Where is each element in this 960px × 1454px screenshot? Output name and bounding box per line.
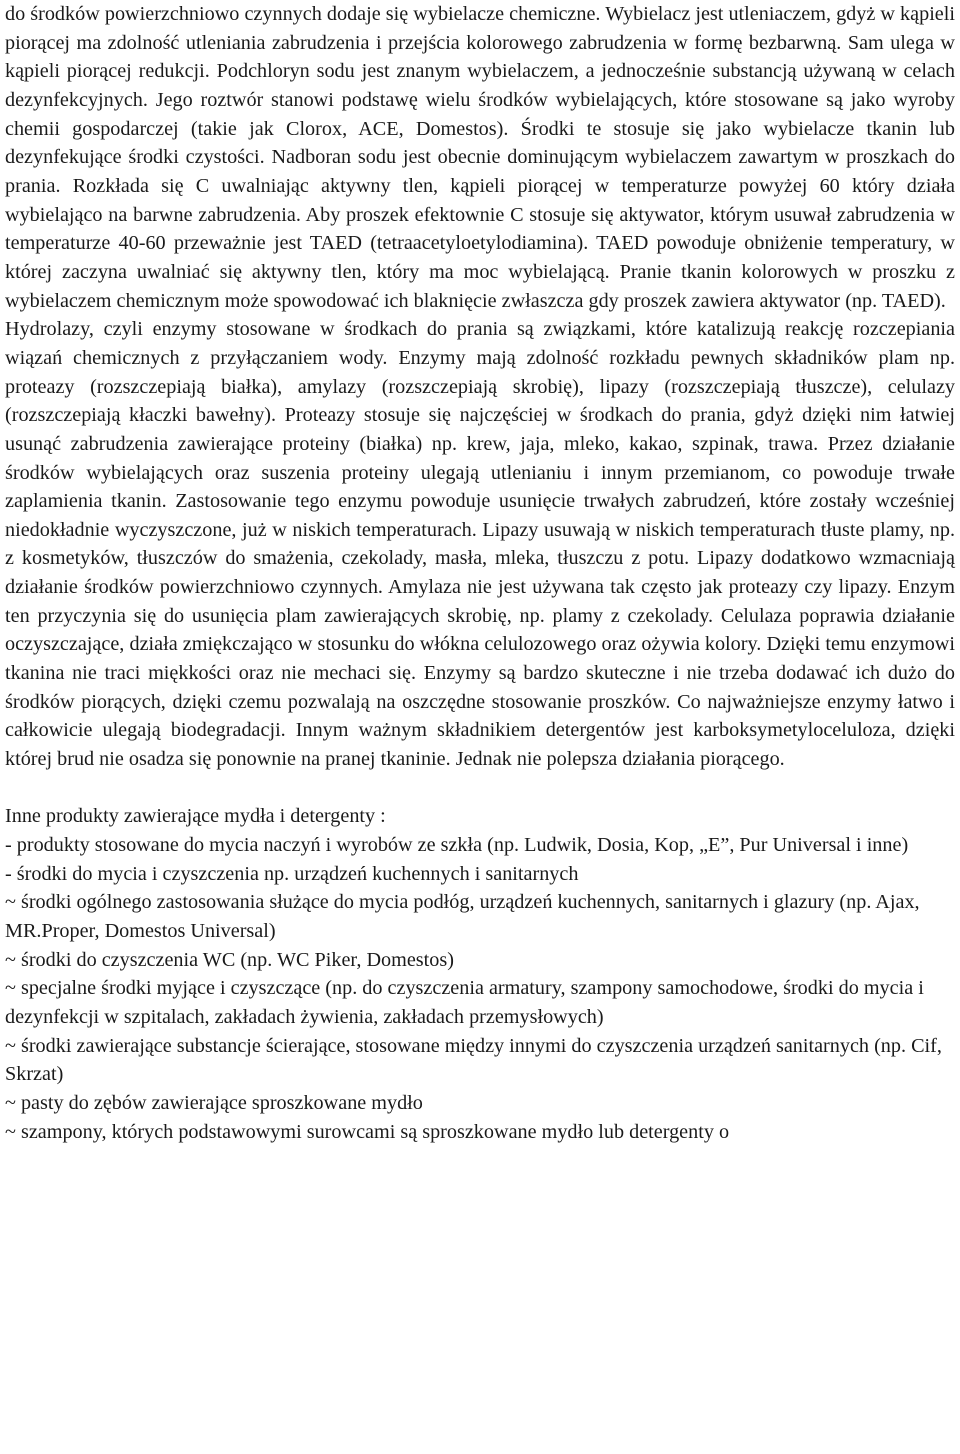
list-item: ~ środki ogólnego zastosowania służące do mycia podłóg, urządzeń kuchennych, sanitarnych i glazury (np. Ajax, MR.Proper, Domestos Universal)	[5, 891, 920, 942]
list-item: ~ specjalne środki myjące i czyszczące (np. do czyszczenia armatury, szampony samochodowe, środki do mycia i dezynfekcji w szpitalach, zakładach żywienia, zakładach przemysłowych)	[5, 977, 924, 1028]
list-item: - produkty stosowane do mycia naczyń i wyrobów ze szkła (np. Ludwik, Dosia, Kop, „E”, Pur Universal i inne)	[5, 834, 909, 857]
paragraph-spacer	[5, 774, 955, 803]
list-item: - środki do mycia i czyszczenia np. urządzeń kuchennych i sanitarnych	[5, 862, 579, 885]
list-item: ~ środki do czyszczenia WC (np. WC Piker, Domestos)	[5, 948, 454, 971]
section-title: Inne produkty zawierające mydła i detergenty :	[5, 805, 386, 828]
paragraph-enzymes: Hydrolazy, czyli enzymy stosowane w środkach do prania są związkami, które katalizują reakcję rozczepiania wiązań chemicznych z przyłączaniem wody. Enzymy mają zdolność rozkładu pewnych składników plam np. proteazy (rozszczepiają białka), amylazy (rozszczepiają skrobię), lipazy (rozszczepiają tłuszcze), celulazy (rozszczepiają kłaczki bawełny). Proteazy stosuje się najczęściej w środkach do prania, gdyż dzięki nim łatwiej usunąć zabrudzenia zawierające proteiny (białka) np. krew, jaja, mleko, kakao, szpinak, trawa. Przez działanie środków wybielających oraz suszenia proteiny ulegają utlenianiu i innym przemianom, co powoduje trwałe zaplamienia tkanin. Zastosowanie tego enzymu powoduje usunięcie trwałych zabrudzeń, które zostały wcześniej niedokładnie wyczyszczone, już w niskich temperaturach. Lipazy usuwają w niskich temperaturach tłuste plamy, np. z kosmetyków, tłuszczów do smażenia, czekolady, masła, mleka, tłuszczu z potu. Lipazy dodatkowo wzmacniają działanie środków powierzchniowo czynnych. Amylaza nie jest używana tak często jak proteazy czy lipazy. Enzym ten przyczynia się do usunięcia plam zawierających skrobię, np. plamy z czekolady. Celulaza poprawia działanie oczyszczające, działa zmiękczająco w stosunku do włókna celulozowego oraz ożywia kolory. Dzięki temu enzymowi tkanina nie traci miękkości oraz nie mechaci się. Enzymy są bardzo skuteczne i nie trzeba dodawać ich dużo do środków piorących, dzięki czemu pozwalają na oszczędne stosowanie proszków. Co najważniejsze enzymy łatwo i całkowicie ulegają biodegradacji. Innym ważnym składnikiem detergentów jest karboksymetyloceluloza, dzięki której brud nie osadza się ponownie na pranej tkaninie. Jednak nie polepsza działania piorącego.	[5, 318, 955, 771]
list-item: ~ pasty do zębów zawierające sproszkowane mydło	[5, 1091, 423, 1114]
list-item: ~ środki zawierające substancje ścierające, stosowane między innymi do czyszczenia urządzeń sanitarnych (np. Cif, Skrzat)	[5, 1034, 942, 1086]
list-item: ~ szampony, których podstawowymi surowcami są sproszkowane mydło lub detergenty o	[5, 1120, 730, 1143]
paragraph-bleaches: do środków powierzchniowo czynnych dodaje się wybielacze chemiczne. Wybielacz jest utleniaczem, gdyż w kąpieli piorącej ma zdolność utleniania zabrudzenia i przejścia kolorowego zabrudzenia w formę bezbarwną. Sam ulega w kąpieli piorącej redukcji. Podchloryn sodu jest znanym wybielaczem, a jednocześnie substancją używaną w celach dezynfekcyjnych. Jego roztwór stanowi podstawę wielu środków wybielających, które stosowane są jako wyroby chemii gospodarczej (takie jak Clorox, ACE, Domestos). Środki te stosuje się jako wybielacze tkanin lub dezynfekujące środki czystości. Nadboran sodu jest obecnie dominującym wybielaczem zawartym w proszkach do prania. Rozkłada się C uwalniając aktywny tlen, kąpieli piorącej w temperaturze powyżej 60 który działa wybielająco na barwne zabrudzenia. Aby proszek efektownie C stosuje się aktywator, którym usuwał zabrudzenia w temperaturze 40-60 przeważnie jest TAED (tetraacetyloetylodiamina). TAED powoduje obniżenie temperatury, w której zaczyna uwalniać się aktywny tlen, który ma moc wybielającą. Pranie tkanin kolorowych w proszku z wybielaczem chemicznym może spowodować ich blaknięcie zwłaszcza gdy proszek zawiera aktywator (np. TAED).	[5, 3, 955, 312]
products-list	[5, 831, 955, 1146]
document-page	[5, 0, 955, 1454]
